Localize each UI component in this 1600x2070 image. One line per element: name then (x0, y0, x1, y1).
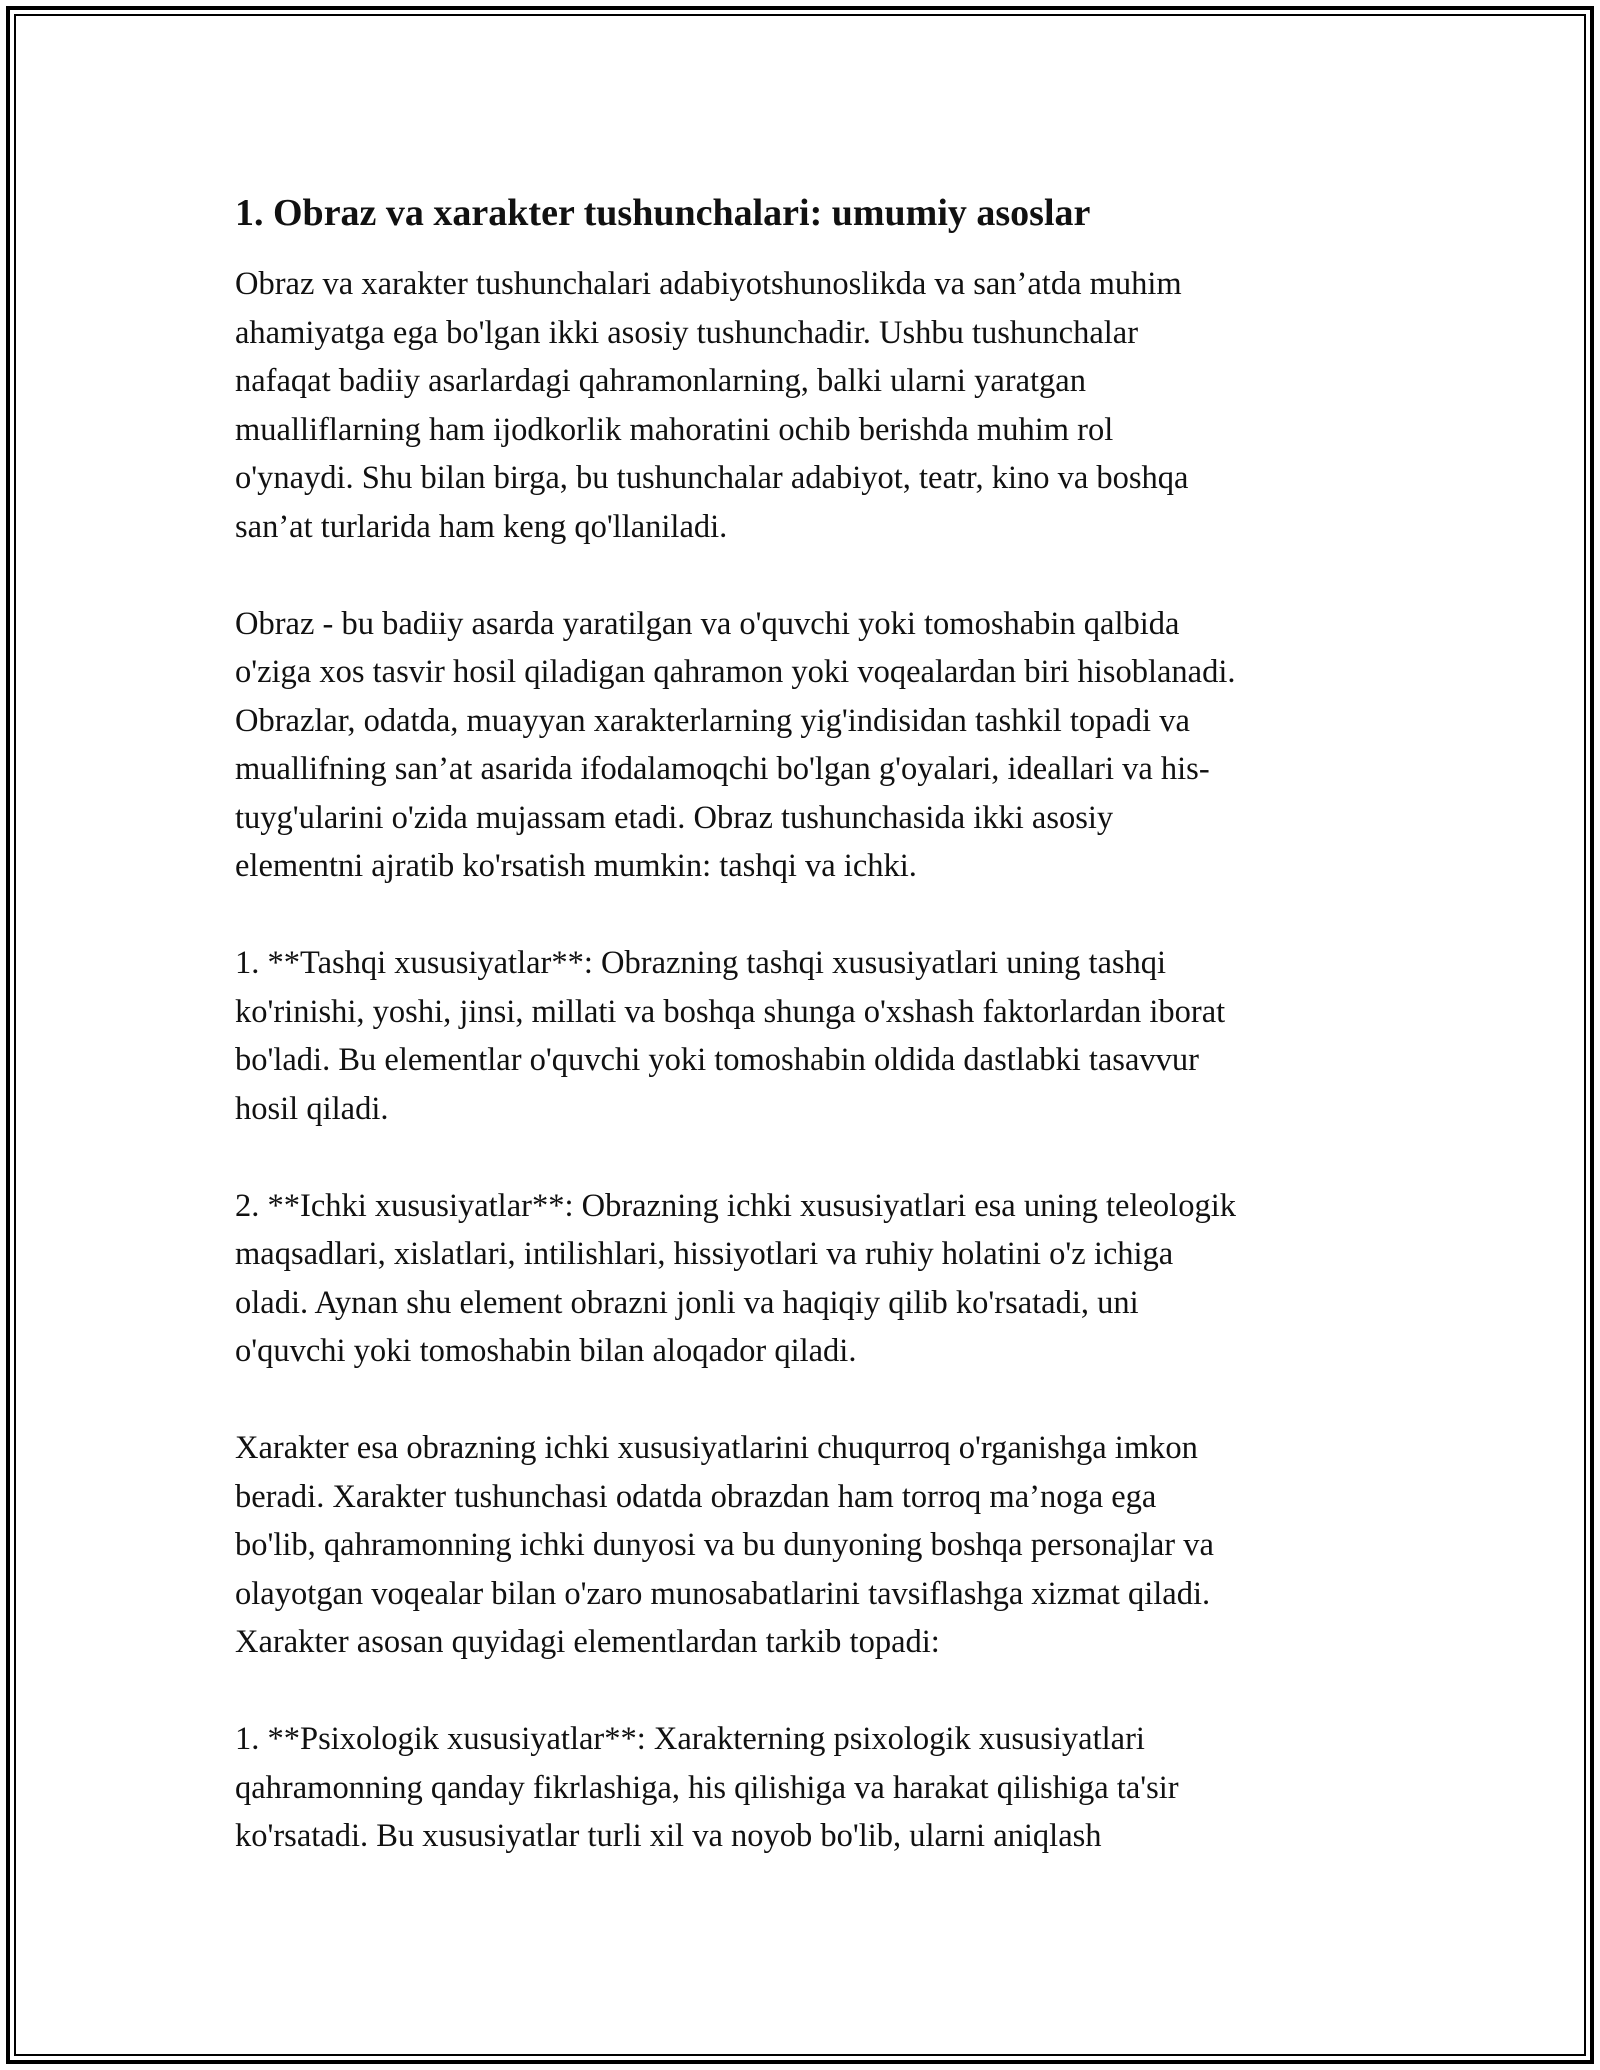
paragraph-psixologik-xususiyatlar: 1. **Psixologik xususiyatlar**: Xarakterning psixologik xususiyatlari qahramonning qanday fikrlashiga, his qilishiga va harakat qilishiga ta'sir ko'rsatadi. Bu xususiyatlar turli xil va noyob bo'lib, ularni aniqlash (235, 1721, 1179, 1854)
section-heading: 1. Obraz va xarakter tushunchalari: umumiy asoslar (235, 192, 1091, 234)
paragraph-ichki-xususiyatlar: 2. **Ichki xususiyatlar**: Obrazning ichki xususiyatlari esa uning teleologik maqsadlari, xislatlari, intilishlari, hissiyotlari va ruhiy holatini o'z ichiga oladi. Aynan shu element obrazni jonli va haqiqiy qilib ko'rsatadi, uni o'quvchi yoki tomoshabin bilan aloqador qiladi. (235, 1187, 1236, 1369)
document-body (235, 188, 1385, 1909)
paragraph-xarakter-definition: Xarakter esa obrazning ichki xususiyatlarini chuqurroq o'rganishga imkon beradi. Xarakter tushunchasi odatda obrazdan ham torroq ma’noga ega bo'lib, qahramonning ichki dunyosi va bu dunyoning boshqa personajlar va olayotgan voqealar bilan o'zaro munosabatlarini tavsiflashga xizmat qiladi. Xarakter asosan quyidagi elementlardan tarkib topadi: (235, 1430, 1214, 1660)
paragraph-tashqi-xususiyatlar: 1. **Tashqi xususiyatlar**: Obrazning tashqi xususiyatlari uning tashqi ko'rinishi, yoshi, jinsi, millati va boshqa shunga o'xshash faktorlardan iborat bo'ladi. Bu elementlar o'quvchi yoki tomoshabin oldida dastlabki tasavvur hosil qiladi. (235, 945, 1226, 1127)
paragraph-intro: Obraz va xarakter tushunchalari adabiyotshunoslikda va san’atda muhim ahamiyatga ega bo'lgan ikki asosiy tushunchadir. Ushbu tushunchalar nafaqat badiiy asarlardagi qahramonlarning, balki ularni yaratgan mualliflarning ham ijodkorlik mahoratini ochib berishda muhim rol o'ynaydi. Shu bilan birga, bu tushunchalar adabiyot, teatr, kino va boshqa san’at turlarida ham keng qo'llaniladi. (235, 266, 1189, 545)
paragraph-obraz-definition: Obraz - bu badiiy asarda yaratilgan va o'quvchi yoki tomoshabin qalbida o'ziga xos tasvir hosil qiladigan qahramon yoki voqealardan biri hisoblanadi. Obrazlar, odatda, muayyan xarakterlarning yig'indisidan tashkil topadi va muallifning san’at asarida ifodalamoqchi bo'lgan g'oyalari, ideallari va his- tuyg'ularini o'zida mujassam etadi. Obraz tushunchasida ikki asosiy elementni ajratib ko'rsatish mumkin: tashqi va ichki. (235, 605, 1236, 884)
